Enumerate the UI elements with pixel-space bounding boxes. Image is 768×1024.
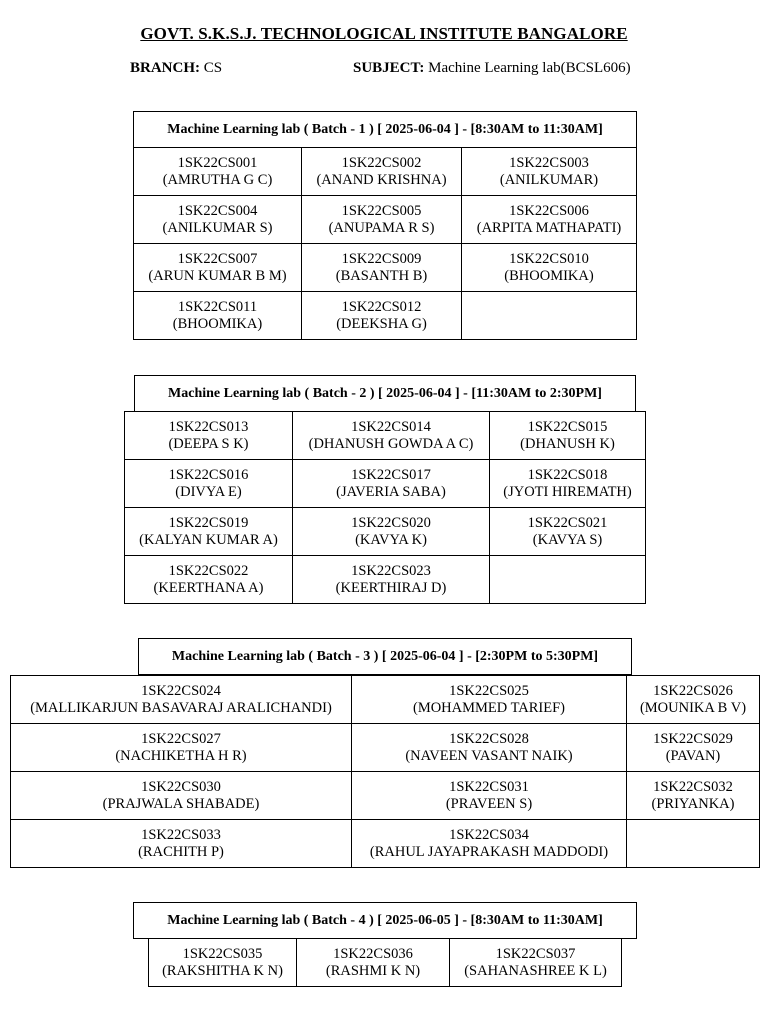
student-usn: 1SK22CS030 [141,778,221,795]
branch-label: BRANCH: [130,60,200,76]
student-cell [125,460,293,508]
student-cell [11,772,352,820]
student-name: (BASANTH B) [335,267,428,284]
student-usn: 1SK22CS003 [509,154,589,171]
batch-4-table [148,938,622,987]
empty-cell [490,556,646,604]
table-row [125,556,646,604]
table-row [11,676,760,724]
student-usn: 1SK22CS016 [168,466,249,483]
student-name: (RASHMI K N) [325,962,421,979]
student-name: (ANILKUMAR S) [162,219,273,236]
student-cell [293,412,490,460]
student-usn: 1SK22CS033 [141,826,221,843]
student-name: (DEEPA S K) [168,435,249,452]
student-name: (PRIYANKA) [651,795,735,812]
batch-2-table [124,411,646,604]
student-usn: 1SK22CS032 [653,778,733,795]
student-name: (AMRUTHA G C) [162,171,273,188]
student-name: (PRAVEEN S) [445,795,533,812]
student-name: (NACHIKETHA H R) [115,747,247,764]
table-row [134,148,637,196]
student-cell [462,148,637,196]
student-usn: 1SK22CS011 [177,298,258,315]
student-usn: 1SK22CS028 [449,730,529,747]
empty-cell [627,820,760,868]
student-usn: 1SK22CS022 [168,562,249,579]
student-name: (ANILKUMAR) [499,171,599,188]
student-cell [125,412,293,460]
student-usn: 1SK22CS001 [177,154,258,171]
student-cell [302,196,462,244]
student-name: (RACHITH P) [138,843,224,860]
student-usn: 1SK22CS036 [333,945,413,962]
student-name: (KEERTHANA A) [153,579,264,596]
student-name: (JAVERIA SABA) [336,483,446,500]
student-usn: 1SK22CS017 [351,466,431,483]
student-name: (JYOTI HIREMATH) [503,483,632,500]
student-cell [11,724,352,772]
student-cell [11,820,352,868]
table-row [134,244,637,292]
student-cell [490,508,646,556]
student-cell [627,676,760,724]
student-usn: 1SK22CS026 [653,682,733,699]
student-usn: 1SK22CS007 [177,250,258,267]
student-cell [462,244,637,292]
student-usn: 1SK22CS024 [141,682,221,699]
student-cell [462,196,637,244]
table-row [125,460,646,508]
student-cell [293,556,490,604]
branch-value: CS [203,60,223,76]
student-name: (DIVYA E) [175,483,242,500]
batch-2-heading: Machine Learning lab ( Batch - 2 ) [ 2025-06-04 ] - [11:30AM to 2:30PM] [134,375,636,412]
student-cell [297,939,450,987]
student-cell [134,196,302,244]
table-row [125,412,646,460]
student-usn: 1SK22CS013 [168,418,249,435]
student-usn: 1SK22CS012 [341,298,422,315]
student-cell [149,939,297,987]
student-name: (DEEKSHA G) [336,315,427,332]
student-name: (RAHUL JAYAPRAKASH MADDODI) [369,843,609,860]
student-name: (PAVAN) [665,747,721,764]
student-name: (DHANUSH GOWDA A C) [308,435,474,452]
table-row [134,292,637,340]
student-name: (NAVEEN VASANT NAIK) [405,747,573,764]
student-name: (ARUN KUMAR B M) [148,267,287,284]
student-cell [302,292,462,340]
table-row [11,820,760,868]
student-usn: 1SK22CS009 [341,250,422,267]
student-name: (MOHAMMED TARIEF) [412,699,566,716]
student-usn: 1SK22CS035 [182,945,263,962]
student-cell [627,724,760,772]
student-name: (KAVYA S) [532,531,603,548]
student-usn: 1SK22CS002 [341,154,422,171]
student-usn: 1SK22CS025 [449,682,529,699]
batch-4-heading: Machine Learning lab ( Batch - 4 ) [ 2025-06-05 ] - [8:30AM to 11:30AM] [133,902,637,939]
student-name: (ARPITA MATHAPATI) [476,219,622,236]
student-cell [134,292,302,340]
student-usn: 1SK22CS029 [653,730,733,747]
student-usn: 1SK22CS037 [495,945,576,962]
batch-3-heading: Machine Learning lab ( Batch - 3 ) [ 2025-06-04 ] - [2:30PM to 5:30PM] [138,638,632,675]
student-name: (MOUNIKA B V) [639,699,747,716]
student-name: (KEERTHIRAJ D) [335,579,447,596]
subject-info [353,60,631,77]
student-usn: 1SK22CS006 [509,202,589,219]
student-usn: 1SK22CS019 [168,514,249,531]
student-usn: 1SK22CS018 [527,466,608,483]
student-cell [627,772,760,820]
student-usn: 1SK22CS005 [341,202,422,219]
student-cell [450,939,622,987]
student-name: (KAVYA K) [355,531,427,548]
student-name: (ANUPAMA R S) [328,219,435,236]
student-cell [352,820,627,868]
student-usn: 1SK22CS014 [351,418,431,435]
student-cell [293,508,490,556]
student-usn: 1SK22CS015 [527,418,608,435]
student-cell [352,772,627,820]
student-cell [134,244,302,292]
student-cell [134,148,302,196]
table-row [11,772,760,820]
student-cell [490,460,646,508]
student-cell [293,460,490,508]
student-name: (BHOOMIKA) [504,267,594,284]
student-usn: 1SK22CS031 [449,778,529,795]
student-cell [352,676,627,724]
student-name: (ANAND KRISHNA) [316,171,447,188]
student-name: (SAHANASHREE K L) [464,962,607,979]
student-name: (KALYAN KUMAR A) [139,531,278,548]
institute-title: GOVT. S.K.S.J. TECHNOLOGICAL INSTITUTE BANGALORE [140,24,628,43]
table-row [134,196,637,244]
student-cell [302,244,462,292]
student-usn: 1SK22CS010 [509,250,589,267]
student-name: (PRAJWALA SHABADE) [102,795,260,812]
student-cell [125,508,293,556]
student-cell [125,556,293,604]
student-cell [490,412,646,460]
batch-1-table [133,147,637,340]
subject-label: SUBJECT: [353,60,425,76]
student-usn: 1SK22CS020 [351,514,431,531]
student-usn: 1SK22CS021 [527,514,608,531]
student-cell [11,676,352,724]
student-name: (RAKSHITHA K N) [162,962,283,979]
student-usn: 1SK22CS023 [351,562,431,579]
table-row [11,724,760,772]
student-name: (MALLIKARJUN BASAVARAJ ARALICHANDI) [30,699,332,716]
student-cell [302,148,462,196]
batch-3-table [10,675,760,868]
student-name: (BHOOMIKA) [172,315,263,332]
subject-value: Machine Learning lab(BCSL606) [428,60,631,76]
student-name: (DHANUSH K) [520,435,615,452]
branch-info [130,60,222,77]
student-usn: 1SK22CS034 [449,826,529,843]
table-row [125,508,646,556]
student-usn: 1SK22CS027 [141,730,221,747]
empty-cell [462,292,637,340]
table-row [149,939,622,987]
batch-1-heading: Machine Learning lab ( Batch - 1 ) [ 2025-06-04 ] - [8:30AM to 11:30AM] [133,111,637,148]
student-cell [352,724,627,772]
student-usn: 1SK22CS004 [177,202,258,219]
